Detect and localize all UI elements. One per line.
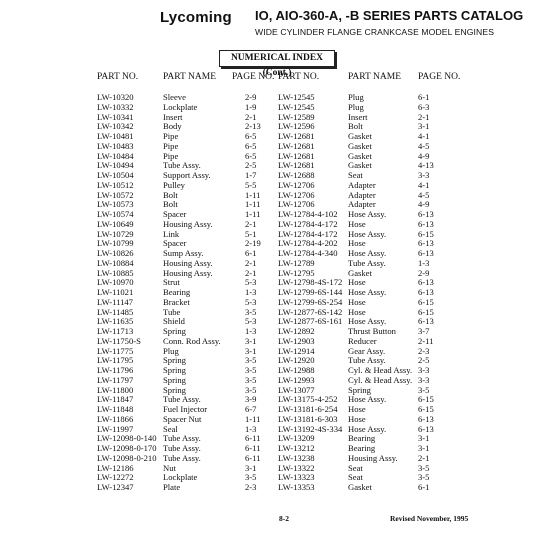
part-name: Hose — [348, 404, 366, 414]
page-number-ref: 6-1 — [418, 92, 430, 102]
part-name: Housing Assy. — [348, 452, 398, 463]
part-name: Strut — [163, 277, 180, 288]
part-number: LW-11797 — [97, 374, 134, 385]
page-number-ref: 6-5 — [245, 150, 257, 161]
part-number: LW-11997 — [97, 423, 134, 434]
left-header-part-no: PART NO. — [97, 72, 139, 82]
part-number: LW-12706 — [278, 179, 315, 190]
part-number: LW-10320 — [97, 92, 134, 102]
part-name: Hose Assy. — [348, 209, 387, 219]
page-number-ref: 2-13 — [245, 121, 261, 132]
page-number-ref: 3-5 — [245, 472, 257, 483]
part-name: Bearing — [163, 287, 191, 297]
part-number: LW-12347 — [97, 482, 134, 492]
part-number: LW-13323 — [278, 472, 315, 483]
page-number-ref: 2-1 — [245, 218, 257, 229]
page-number-ref: 4-1 — [418, 179, 430, 190]
part-number: LW-12799-6S-144 — [278, 287, 343, 297]
part-number: LW-12706 — [278, 189, 315, 200]
page-number-ref: 6-13 — [418, 423, 434, 434]
right-header-page-no: PAGE NO. — [418, 72, 461, 82]
page-number-ref: 3-7 — [418, 326, 430, 336]
part-name: Lockplate — [163, 101, 198, 112]
part-number: LW-12877-6S-142 — [278, 306, 343, 317]
part-number: LW-10342 — [97, 121, 134, 132]
part-name: Hose Assy. — [348, 316, 387, 327]
page-number-ref: 1-11 — [245, 209, 261, 219]
part-name: Spring — [348, 384, 371, 395]
part-number: LW-12877-6S-161 — [278, 316, 343, 327]
page-number-ref: 5-5 — [245, 179, 257, 190]
part-name: Pipe — [163, 140, 179, 151]
part-number: LW-12903 — [278, 335, 315, 346]
page-number-ref: 3-1 — [245, 335, 257, 346]
index-row — [278, 483, 434, 493]
part-name: Seat — [348, 472, 363, 483]
page-number-ref: 2-19 — [245, 238, 261, 249]
part-name: Bracket — [163, 296, 190, 307]
part-number: LW-12688 — [278, 170, 315, 180]
part-name: Seat — [348, 170, 363, 180]
part-name: Tube Assy. — [348, 257, 386, 268]
page-number-ref: 1-3 — [418, 257, 430, 268]
part-name: Shield — [163, 316, 185, 327]
page-number-ref: 2-11 — [418, 335, 434, 346]
part-name: Plug — [348, 101, 364, 112]
page-number-ref: 3-1 — [418, 121, 430, 132]
catalog-title: IO, AIO-360-A, -B SERIES PARTS CATALOG — [255, 8, 524, 23]
page-number-ref: 2-5 — [245, 160, 257, 171]
part-number: LW-12589 — [278, 111, 315, 122]
part-number: LW-10970 — [97, 277, 134, 288]
part-name: Support Assy. — [163, 170, 211, 180]
part-number: LW-12098-0-140 — [97, 433, 157, 444]
page-number-ref: 4-5 — [418, 140, 430, 151]
page-number-ref: 5-3 — [245, 277, 257, 288]
part-number: LW-12681 — [278, 140, 315, 151]
part-name: Gasket — [348, 150, 372, 161]
part-number: LW-10572 — [97, 189, 134, 200]
page-number-ref: 2-3 — [245, 482, 257, 492]
part-number: LW-10799 — [97, 238, 134, 249]
part-name: Gasket — [348, 131, 372, 141]
page-number-ref: 1-9 — [245, 101, 257, 112]
part-number: LW-12098-0-210 — [97, 452, 157, 463]
page-number-ref: 1-3 — [245, 423, 257, 434]
part-name: Pipe — [163, 131, 179, 141]
page-number-ref: 2-9 — [245, 92, 257, 102]
part-number: LW-11866 — [97, 413, 134, 424]
part-number: LW-12186 — [97, 462, 134, 473]
part-name: Reducer — [348, 335, 377, 346]
part-number: LW-13209 — [278, 433, 315, 444]
part-name: Plug — [348, 92, 364, 102]
part-number: LW-12596 — [278, 121, 315, 132]
page-number-ref: 6-15 — [418, 306, 434, 317]
part-name: Tube Assy. — [163, 160, 201, 171]
page-number-ref: 3-3 — [418, 374, 430, 385]
part-name: Gasket — [348, 267, 372, 278]
part-name: Bearing — [348, 443, 376, 453]
part-name: Spring — [163, 374, 186, 385]
part-name: Housing Assy. — [163, 257, 213, 268]
part-name: Sleeve — [163, 92, 186, 102]
page-number-ref: 6-13 — [418, 238, 434, 249]
page-number-ref: 6-11 — [245, 433, 261, 444]
part-name: Tube Assy. — [163, 452, 201, 463]
part-number: LW-11795 — [97, 355, 134, 366]
part-name: Insert — [163, 111, 183, 122]
page-number-ref: 3-5 — [245, 355, 257, 366]
part-number: LW-13192-4S-334 — [278, 423, 343, 434]
section-title-box: NUMERICAL INDEX (Cont.) — [219, 50, 335, 67]
part-number: LW-13181-6-303 — [278, 413, 338, 424]
page-number-ref: 4-9 — [418, 199, 430, 210]
page-number-ref: 3-5 — [245, 384, 257, 395]
part-number: LW-10481 — [97, 131, 134, 141]
part-name: Pulley — [163, 179, 185, 190]
page-number-ref: 6-13 — [418, 316, 434, 327]
page-number-ref: 6-5 — [245, 140, 257, 151]
page-number-ref: 1-11 — [245, 199, 261, 210]
part-number: LW-10332 — [97, 101, 134, 112]
page-number-ref: 1-3 — [245, 287, 257, 297]
part-number: LW-11147 — [97, 296, 133, 307]
part-number: LW-10573 — [97, 199, 134, 210]
page-number-ref: 6-11 — [245, 443, 261, 453]
page-number-ref: 2-5 — [418, 355, 430, 366]
part-number: LW-12272 — [97, 472, 134, 483]
part-number: LW-12795 — [278, 267, 315, 278]
part-name: Nut — [163, 462, 176, 473]
left-header-part-name: PART NAME — [163, 72, 217, 82]
part-name: Gasket — [348, 140, 372, 151]
part-name: Insert — [348, 111, 368, 122]
part-number: LW-10494 — [97, 160, 134, 171]
part-name: Bolt — [163, 199, 178, 210]
part-name: Housing Assy. — [163, 218, 213, 229]
part-number: LW-12681 — [278, 131, 315, 141]
part-number: LW-10574 — [97, 209, 134, 219]
part-name: Hose Assy. — [348, 287, 387, 297]
page-number-ref: 2-9 — [418, 267, 430, 278]
part-name: Hose Assy. — [348, 248, 387, 258]
part-name: Spacer — [163, 209, 187, 219]
page-number-ref: 3-1 — [245, 345, 257, 356]
part-name: Seat — [348, 462, 363, 473]
part-number: LW-12784-4-202 — [278, 238, 338, 249]
part-name: Fuel Injector — [163, 404, 208, 414]
part-name: Hose Assy. — [348, 228, 387, 239]
left-header-page-no: PAGE NO. — [232, 72, 275, 82]
page-number-ref: 6-7 — [245, 404, 257, 414]
part-name: Spacer — [163, 238, 187, 249]
part-number: LW-12892 — [278, 326, 315, 336]
page-number-ref: 6-15 — [418, 296, 434, 307]
part-number: LW-10483 — [97, 140, 134, 151]
part-number: LW-12993 — [278, 374, 315, 385]
page-number-ref: 1-3 — [245, 326, 257, 336]
part-number: LW-13322 — [278, 462, 315, 473]
part-name: Hose Assy. — [348, 423, 387, 434]
page-number-ref: 2-1 — [245, 257, 257, 268]
page-number-ref: 6-13 — [418, 413, 434, 424]
page-number-ref: 4-9 — [418, 150, 430, 161]
part-name: Hose — [348, 238, 366, 249]
part-number: LW-11800 — [97, 384, 134, 395]
part-number: LW-11021 — [97, 287, 134, 297]
part-name: Seal — [163, 423, 178, 434]
part-name: Tube Assy. — [163, 433, 201, 444]
page-number-ref: 6-1 — [245, 248, 257, 258]
part-name: Adapter — [348, 199, 376, 210]
part-name: Tube — [163, 306, 181, 317]
part-name: Spring — [163, 365, 186, 375]
part-number: LW-12706 — [278, 199, 315, 210]
part-name: Plug — [163, 345, 179, 356]
part-name: Gasket — [348, 160, 372, 171]
page-number: 8-2 — [279, 514, 289, 523]
page-number-ref: 5-3 — [245, 296, 257, 307]
part-name: Spring — [163, 355, 186, 366]
page-number-ref: 4-5 — [418, 189, 430, 200]
page-number-ref: 3-5 — [418, 384, 430, 395]
part-name: Conn. Rod Assy. — [163, 335, 221, 346]
brand-name: Lycoming — [160, 9, 232, 26]
part-name: Spring — [163, 384, 186, 395]
part-name: Hose Assy. — [348, 394, 387, 405]
part-name: Link — [163, 228, 180, 239]
part-number: LW-12914 — [278, 345, 315, 356]
part-number: LW-12784-4-172 — [278, 228, 338, 239]
part-number: LW-13238 — [278, 452, 315, 463]
part-name: Body — [163, 121, 182, 132]
part-number: LW-12789 — [278, 257, 315, 268]
index-row — [97, 483, 261, 493]
page-number-ref: 3-3 — [418, 365, 430, 375]
page-number-ref: 6-15 — [418, 228, 434, 239]
part-number: LW-13181-6-254 — [278, 404, 338, 414]
part-name: Bearing — [348, 433, 376, 444]
part-number: LW-11775 — [97, 345, 134, 356]
part-number: LW-10341 — [97, 111, 134, 122]
part-name: Housing Assy. — [163, 267, 213, 278]
part-number: LW-12545 — [278, 92, 315, 102]
page-number-ref: 3-5 — [418, 462, 430, 473]
part-number: LW-10484 — [97, 150, 134, 161]
page-number-ref: 3-1 — [245, 462, 257, 473]
page-number-ref: 6-15 — [418, 404, 434, 414]
page-number-ref: 6-15 — [418, 394, 434, 405]
page-number-ref: 3-3 — [418, 170, 430, 180]
part-name: Hose — [348, 218, 366, 229]
page-number-ref: 3-5 — [245, 306, 257, 317]
revision-date: Revised November, 1995 — [390, 514, 469, 523]
part-number: LW-11635 — [97, 316, 134, 327]
page-number-ref: 3-5 — [245, 374, 257, 385]
part-name: Bolt — [163, 189, 178, 200]
part-number: LW-12784-4-172 — [278, 218, 338, 229]
part-number: LW-12799-6S-254 — [278, 296, 343, 307]
part-number: LW-11485 — [97, 306, 134, 317]
page-number-ref: 5-1 — [245, 228, 257, 239]
part-name: Adapter — [348, 189, 376, 200]
part-number: LW-12098-0-170 — [97, 443, 157, 453]
part-name: Hose — [348, 306, 366, 317]
page-number-ref: 3-1 — [418, 443, 430, 453]
page-number-ref: 1-11 — [245, 189, 261, 200]
page-number-ref: 6-13 — [418, 277, 434, 288]
page-number-ref: 4-1 — [418, 131, 430, 141]
part-name: Tube Assy. — [348, 355, 386, 366]
part-name: Sump Assy. — [163, 248, 204, 258]
part-name: Tube Assy. — [163, 443, 201, 453]
part-number: LW-10826 — [97, 248, 134, 258]
part-number: LW-12681 — [278, 150, 315, 161]
part-name: Tube Assy. — [163, 394, 201, 405]
part-number: LW-12784-4-340 — [278, 248, 338, 258]
part-number: LW-11847 — [97, 394, 134, 405]
part-name: Lockplate — [163, 472, 198, 483]
left-index-column — [97, 93, 261, 493]
page-number-ref: 6-13 — [418, 287, 434, 297]
page-number-ref: 4-13 — [418, 160, 434, 171]
part-number: LW-13353 — [278, 482, 315, 492]
right-header-part-name: PART NAME — [348, 72, 402, 82]
page-number-ref: 6-1 — [418, 482, 430, 492]
page-number-ref: 2-1 — [245, 267, 257, 278]
part-number: LW-12545 — [278, 101, 315, 112]
page-number-ref: 2-1 — [245, 111, 257, 122]
part-name: Cyl. & Head Assy. — [348, 374, 413, 385]
part-name: Thrust Button — [348, 326, 396, 336]
part-number: LW-10729 — [97, 228, 134, 239]
page-number-ref: 2-1 — [418, 452, 430, 463]
page-number-ref: 6-13 — [418, 248, 434, 258]
part-name: Spring — [163, 326, 186, 336]
page-number-ref: 3-5 — [245, 365, 257, 375]
page-number-ref: 2-3 — [418, 345, 430, 356]
part-name: Plate — [163, 482, 181, 492]
right-header-part-no: PART NO. — [278, 72, 320, 82]
part-name: Hose — [348, 277, 366, 288]
part-number: LW-12798-4S-172 — [278, 277, 343, 288]
page-number-ref: 2-1 — [418, 111, 430, 122]
part-number: LW-10512 — [97, 179, 134, 190]
page-number-ref: 1-11 — [245, 413, 261, 424]
part-number: LW-10504 — [97, 170, 134, 180]
part-number: LW-13175-4-252 — [278, 394, 338, 405]
part-name: Spacer Nut — [163, 413, 202, 424]
page-number-ref: 5-3 — [245, 316, 257, 327]
part-number: LW-11713 — [97, 326, 134, 336]
part-name: Adapter — [348, 179, 376, 190]
part-name: Gear Assy. — [348, 345, 386, 356]
part-number: LW-10884 — [97, 257, 134, 268]
page-number-ref: 6-11 — [245, 452, 261, 463]
page-number-ref: 6-13 — [418, 218, 434, 229]
part-name: Hose — [348, 296, 366, 307]
part-name: Gasket — [348, 482, 372, 492]
part-number: LW-12681 — [278, 160, 315, 171]
part-number: LW-11750-S — [97, 335, 141, 346]
part-name: Cyl. & Head Assy. — [348, 365, 413, 375]
part-number: LW-13212 — [278, 443, 315, 453]
page-number-ref: 3-1 — [418, 433, 430, 444]
page-number-ref: 6-3 — [418, 101, 430, 112]
page-number-ref: 3-9 — [245, 394, 257, 405]
part-name: Hose — [348, 413, 366, 424]
part-number: LW-11796 — [97, 365, 134, 375]
part-number: LW-10649 — [97, 218, 134, 229]
right-index-column — [278, 93, 434, 493]
page-number-ref: 3-5 — [418, 472, 430, 483]
part-number: LW-10885 — [97, 267, 134, 278]
part-number: LW-12920 — [278, 355, 315, 366]
page-number-ref: 1-7 — [245, 170, 257, 180]
part-number: LW-12784-4-102 — [278, 209, 338, 219]
page-number-ref: 6-13 — [418, 209, 434, 219]
part-number: LW-12988 — [278, 365, 315, 375]
part-name: Pipe — [163, 150, 179, 161]
page-number-ref: 6-5 — [245, 131, 257, 141]
catalog-subtitle: WIDE CYLINDER FLANGE CRANKCASE MODEL ENGINES — [255, 27, 495, 37]
part-number: LW-11848 — [97, 404, 134, 414]
part-number: LW-13077 — [278, 384, 315, 395]
part-name: Bolt — [348, 121, 363, 132]
